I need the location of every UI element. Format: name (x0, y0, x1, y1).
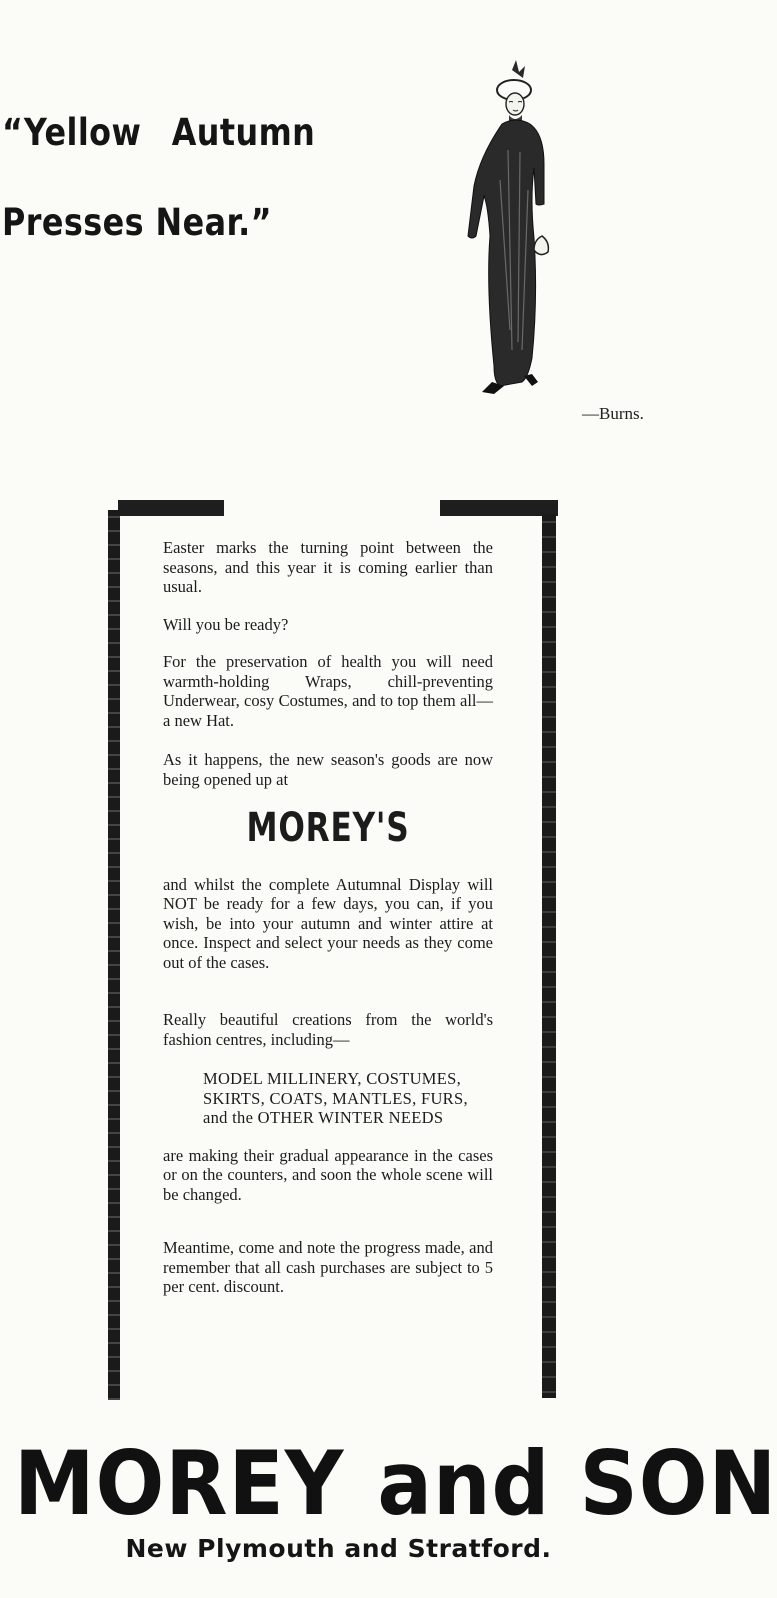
paragraph-new-goods: As it happens, the new season's goods are now being opened up at (163, 750, 493, 789)
goods-list-line: MODEL MILLINERY, COSTUMES, (203, 1069, 462, 1088)
paragraph-ready: Will you be ready? (163, 614, 289, 634)
shop-name: MOREY'S (246, 805, 410, 851)
firm-name (14, 1432, 777, 1535)
firm-name-part-1: MOREY (14, 1432, 345, 1535)
firm-name-part-2: and SON (377, 1432, 777, 1535)
frame-right-rule (542, 514, 556, 1398)
attribution: —Burns. (582, 404, 644, 423)
headline-line-1: “Yellow Autumn (2, 111, 316, 154)
frame-top-right-rule (440, 500, 558, 516)
frame-top-left-rule (118, 500, 224, 516)
advert-copy (163, 538, 493, 1297)
goods-list (203, 1069, 493, 1128)
paragraph-easter: Easter marks the turning point between the seasons, and this year it is coming earlier than usual. (163, 538, 493, 596)
headline-quote (2, 88, 316, 268)
paragraph-display: and whilst the complete Autumnal Display will NOT be ready for a few days, you can, if you wish, be into your autumn and winter attire at once. Inspect and select your needs as they come out of the cases. (163, 874, 493, 972)
paragraph-discount: Meantime, come and note the progress made, and remember that all cash purchases are subject to 5 per cent. discount. (163, 1238, 493, 1296)
headline-line-2: Presses Near.” (2, 201, 272, 244)
frame-left-rule (108, 510, 120, 1400)
paragraph-health: For the preservation of health you will need warmth-holding Wraps, chill-preventing Underwear, cosy Costumes, and to top them all—a new Hat. (163, 652, 493, 730)
towns-line: New Plymouth and Stratford. (125, 1534, 552, 1563)
paragraph-creations: Really beautiful creations from the world's fashion centres, including— (163, 1010, 493, 1049)
goods-list-line: SKIRTS, COATS, MANTLES, FURS, (203, 1088, 468, 1108)
goods-list-line: and the OTHER WINTER NEEDS (203, 1108, 444, 1127)
paragraph-appearance: are making their gradual appearance in the cases or on the counters, and soon the whole scene will be changed. (163, 1145, 493, 1204)
lady-in-long-dress-illustration (462, 60, 572, 405)
